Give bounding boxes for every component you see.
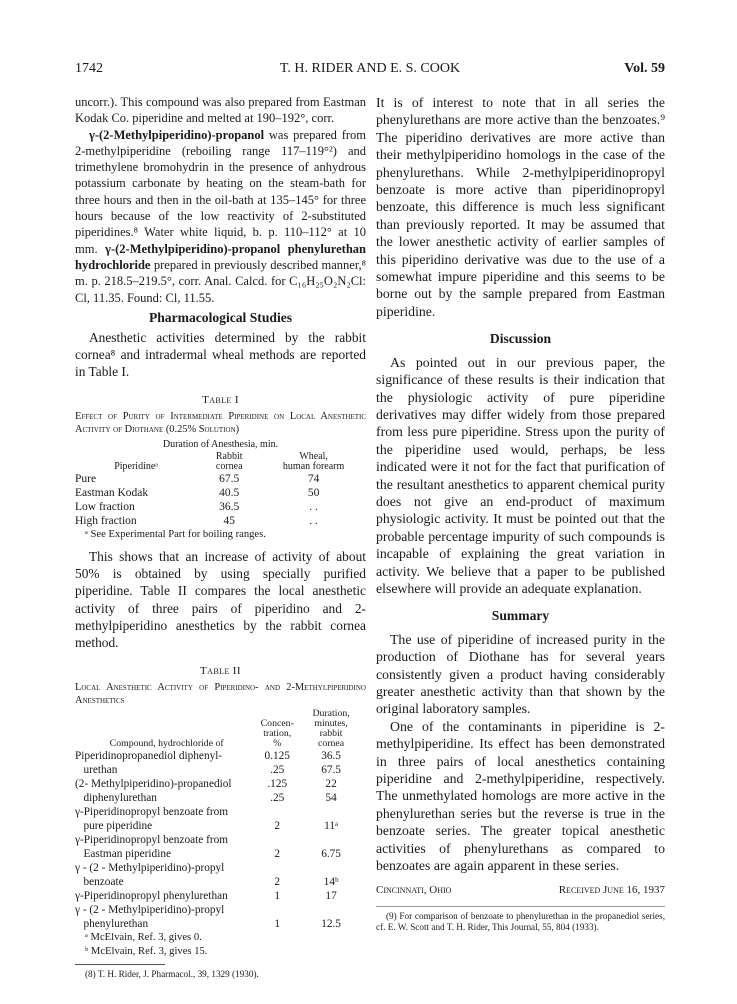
table-cell xyxy=(296,805,366,819)
table-caption: Table II xyxy=(200,665,241,678)
footnote-rule xyxy=(376,906,665,907)
section-heading: Summary xyxy=(491,608,550,624)
table-header: cornea xyxy=(318,738,345,750)
table-header: Concen- xyxy=(260,718,294,730)
table-1 xyxy=(75,452,366,528)
table-header: Wheal, xyxy=(299,451,328,463)
right-column xyxy=(376,94,665,934)
table-cell: phenylurethan xyxy=(75,918,149,931)
table-row xyxy=(75,486,366,500)
table-cell: 74 xyxy=(307,473,320,486)
signature-line xyxy=(376,882,665,899)
table-header: cornea xyxy=(215,461,243,473)
table-row xyxy=(75,472,366,486)
received-date: Received June 16, 1937 xyxy=(558,884,665,897)
table-footnote: ᵇ McElvain, Ref. 3, gives 15. xyxy=(85,945,208,957)
table-cell: .25 xyxy=(270,792,285,805)
table-cell: 12.5 xyxy=(321,918,341,931)
paragraph: uncorr.). This compound was also prepared from Eastman Kodak Co. piperidine and melted at 190–192°, corr. xyxy=(75,95,366,126)
table-row xyxy=(75,514,366,528)
table-header: human forearm xyxy=(282,461,345,473)
table-cell: 2 xyxy=(274,820,281,833)
table-cell: γ-Piperidinopropyl benzoate from xyxy=(75,806,229,819)
volume-number: Vol. 59 xyxy=(624,61,665,76)
table-header: Duration, xyxy=(312,708,350,720)
table-cell: γ-Piperidinopropyl benzoate from xyxy=(75,834,229,847)
table-cell xyxy=(258,833,296,847)
table-footnote: ᵃ See Experimental Part for boiling ranges. xyxy=(85,529,266,541)
table-header: tration, xyxy=(263,728,292,740)
table-row xyxy=(75,861,366,875)
table-row xyxy=(75,749,366,763)
page-number: 1742 xyxy=(75,61,103,76)
table-cell: 36.5 xyxy=(219,501,240,514)
table-header: % xyxy=(273,738,282,750)
footnote-rule xyxy=(75,964,165,965)
table-cell: diphenylurethan xyxy=(75,792,157,805)
page-footnote: (9) For comparison of benzoate to phenylurethan in the propanediol series, cf. E. W. Scott and T. H. Rider, This Journal, 55, 804 (1933). xyxy=(376,910,665,933)
table-cell: Pure xyxy=(75,473,97,486)
table-cell: 67.5 xyxy=(219,473,240,486)
table-cell: High fraction xyxy=(75,515,137,528)
table-row xyxy=(75,917,366,931)
table-header: Rabbit xyxy=(215,451,243,463)
table-column-group: Duration of Anesthesia, min. xyxy=(162,439,279,451)
table-cell: (2- Methylpiperidino)-propanediol xyxy=(75,778,232,791)
table-cell: Eastman Kodak xyxy=(75,487,149,500)
running-header xyxy=(75,61,665,81)
running-title: T. H. RIDER AND E. S. COOK xyxy=(279,61,461,76)
table-header: Compound, hydrochloride of xyxy=(109,738,224,750)
compound-name: γ-(2-Methylpiperidino)-propanol phenylurethan hydrochloride xyxy=(75,241,366,272)
table-row xyxy=(75,833,366,847)
table-cell: 6.75 xyxy=(321,848,341,861)
paragraph: It is of interest to note that in all series the phenylurethans are more active than the benzoates.⁹ The piperidino derivatives are more active than their methylpiperidino homologs in the case of the phenylurethans. While 2-methylpiperidinopropyl benzoate is more active than piperidinopropyl benzoate, this difference is much less significant than previously reported. It may be assumed that the lower anesthetic activity of earlier samples of this piperidino derivative was due to the use of a somewhat impure piperidine and this seems to be borne out by the sample prepared from Eastman piperidine. xyxy=(376,95,665,319)
table-cell: 54 xyxy=(325,792,337,805)
section-heading: Pharmacological Studies xyxy=(148,309,293,325)
table-subtitle: Effect of Purity of Intermediate Piperidine on Local Anesthetic Activity of Diothane (0.25% Solution) xyxy=(75,411,366,436)
table-cell: 14ᵇ xyxy=(323,876,339,889)
paragraph: Anesthetic activities determined by the rabbit cornea⁸ and intradermal wheal methods are reported in Table I. xyxy=(75,330,366,380)
table-cell: 1 xyxy=(274,918,281,931)
table-cell xyxy=(258,903,296,917)
table-cell: Eastman piperidine xyxy=(75,848,171,861)
table-cell: 11ᵃ xyxy=(324,820,339,833)
table-cell: γ - (2 - Methylpiperidino)-propyl xyxy=(75,904,225,917)
table-cell: . . xyxy=(309,501,318,514)
table-footnote: ᵃ McElvain, Ref. 3, gives 0. xyxy=(85,932,202,944)
table-row xyxy=(75,763,366,777)
table-cell xyxy=(258,805,296,819)
paragraph xyxy=(75,127,366,306)
table-cell: 2 xyxy=(274,876,281,889)
table-2 xyxy=(75,709,366,931)
table-cell xyxy=(258,861,296,875)
table-row xyxy=(75,791,366,805)
table-cell: .25 xyxy=(270,764,285,777)
paragraph: One of the contaminants in piperidine is 2-methylpiperidine. Its effect has been demonstrated in three pairs of local anesthetics containing piperidine and 2-methylpiperidine, respectively. The unmethylated homologs are more active in the phenylurethan series but the reverse is true in the benzoate series. The greater topical anesthetic activities of phenylurethans as compared to benzoates are again apparent in these series. xyxy=(376,718,665,874)
table-cell: γ-Piperidinopropyl phenylurethan xyxy=(75,890,228,903)
paragraph-text: was prepared from 2-methylpiperidine (reboiling range 117–119°²) and trimethylene bromohydrin in the presence of anhydrous potassium carbonate by heating on the steam-bath for three hours and then in the oil-bath at 135–145° for three hours because of the low reactivity of 2-substituted piperidines.⁸ Water white liquid, b. p. 110–112° at 10 mm. xyxy=(75,127,366,256)
table-cell: Low fraction xyxy=(75,501,135,514)
table-header: minutes, xyxy=(314,718,348,730)
table-subtitle: Local Anesthetic Activity of Piperidino- and 2-Methylpiperidino Anesthetics xyxy=(75,682,366,707)
table-cell: .125 xyxy=(267,778,288,791)
table-cell: 50 xyxy=(307,487,320,500)
table-cell: benzoate xyxy=(75,876,124,889)
table-cell: 45 xyxy=(223,515,235,528)
paragraph: The use of piperidine of increased purity in the production of Diothane has for several years consistently given a product having considerably greater anesthetic activity than that shown by the original laboratory samples. xyxy=(376,631,665,717)
table-cell: pure piperidine xyxy=(75,820,153,833)
page-footnote: (8) T. H. Rider, J. Pharmacol., 39, 1329 (1930). xyxy=(85,969,259,980)
paragraph: As pointed out in our previous paper, the significance of these results is their indication that the physiologic activity of pure piperidine derivatives may differ widely from those prepared from less pure piperidine. Stress upon the purity of the piperidine used would, perhaps, be less indicated were it not for the fact that purification of the resultant anesthetics to apparent chemical purity does not give an end-product of maximum physiologic activity. It must be pointed out that the probable percentage impurity of such compounds is incapable of explaining the great variation in activity. We believe that a paper to be published elsewhere will provide an adequate explanation. xyxy=(376,354,665,596)
table-caption: Table I xyxy=(202,394,239,407)
table-row xyxy=(75,903,366,917)
table-cell: 36.5 xyxy=(321,750,341,763)
table-cell: Piperidinopropanediol diphenyl- xyxy=(75,750,223,763)
table-cell xyxy=(296,903,366,917)
table-cell: 1 xyxy=(274,890,281,903)
table-cell: 67.5 xyxy=(321,764,341,777)
table-cell: 40.5 xyxy=(219,487,240,500)
paragraph-text: prepared in previously described manner,⁸ m. p. 218.5–219.5°, corr. Anal. Calcd. for C₁₆H₂₅O₂N₂Cl: Cl, 11.35. Found: Cl, 11.55. xyxy=(75,257,366,305)
table-row xyxy=(75,847,366,861)
table-cell xyxy=(296,861,366,875)
paragraph: This shows that an increase of activity of about 50% is obtained by using specially purified piperidine. Table II compares the local anesthetic activity of three pairs of piperidino and 2-methylpiperidino anesthetics by the rabbit cornea method. xyxy=(75,548,366,650)
table-cell: γ - (2 - Methylpiperidino)-propyl xyxy=(75,862,225,875)
table-cell: 0.125 xyxy=(264,750,290,763)
author-location: Cincinnati, Ohio xyxy=(376,884,452,897)
table-header: Piperidineᵃ xyxy=(114,461,159,473)
compound-name: γ-(2-Methylpiperidino)-propanol xyxy=(89,127,265,142)
table-cell: 17 xyxy=(325,890,337,903)
table-cell: 22 xyxy=(325,778,337,791)
table-cell: 2 xyxy=(274,848,281,861)
table-header: rabbit xyxy=(319,728,343,740)
table-cell: . . xyxy=(309,515,318,528)
table-row xyxy=(75,889,366,903)
table-row xyxy=(75,777,366,791)
table-cell: urethan xyxy=(75,764,118,777)
table-cell xyxy=(296,833,366,847)
table-row xyxy=(75,805,366,819)
table-row xyxy=(75,500,366,514)
table-row xyxy=(75,819,366,833)
section-heading: Discussion xyxy=(489,331,552,347)
left-column xyxy=(75,94,366,981)
table-row xyxy=(75,875,366,889)
